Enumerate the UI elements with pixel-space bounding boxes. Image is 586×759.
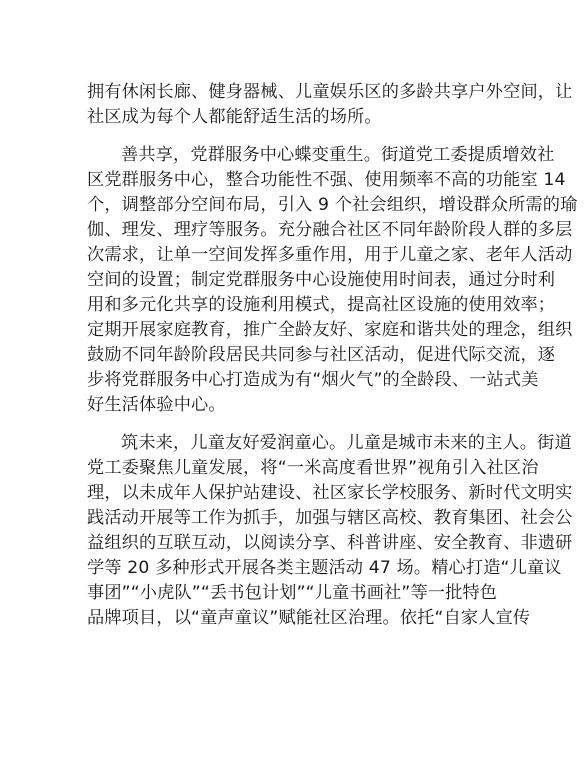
text-line: 定期开展家庭教育，推广全龄友好、家庭和谐共处的理念，组织 [87, 320, 573, 340]
text-line: 好生活体验中心。 [87, 395, 226, 415]
paragraph-first-line: 善共享，党群服务中心蝶变重生。街道党工委提质增效社 [121, 145, 555, 165]
text-line: 用和多元化共享的设施利用模式，提高社区设施的使用效率； [87, 295, 556, 315]
text-line: 事团”“小虎队”“丢书包计划”“儿童书画社”等一批特色 [87, 583, 498, 603]
text-line: 伽、理发、理疗等服务。充分融合社区不同年龄阶段人群的多层 [87, 220, 573, 240]
text-line: 品牌项目，以“童声童议”赋能社区治理。依托“自家人宣传 [87, 608, 531, 628]
text-line: 学等 20 多种形式开展各类主题活动 47 场。精心打造“儿童议 [87, 558, 562, 578]
text-line: 个，调整部分空间布局，引入 9 个社会组织，增设群众所需的瑜 [87, 195, 578, 215]
text-line: 党工委聚焦儿童发展，将“一米高度看世界”视角引入社区治 [87, 458, 539, 478]
text-line: 践活动开展等工作为抓手，加强与辖区高校、教育集团、社会公 [87, 508, 573, 528]
text-line: 社区成为每个人都能舒适生活的场所。 [87, 107, 382, 127]
text-line: 空间的设置；制定党群服务中心设施使用时间表，通过分时利 [87, 270, 556, 290]
text-line: 理，以未成年人保护站建设、社区家长学校服务、新时代文明实 [87, 483, 573, 503]
text-line: 区党群服务中心，整合功能性不强、使用频率不高的功能室 14 [87, 170, 566, 190]
paragraph-first-line: 筑未来，儿童友好爱润童心。儿童是城市未来的主人。街道 [121, 433, 572, 453]
text-line: 拥有休闲长廊、健身器械、儿童娱乐区的多龄共享户外空间，让 [87, 82, 573, 102]
text-line: 次需求，让单一空间发挥多重作用，用于儿童之家、老年人活动 [87, 245, 573, 265]
text-line: 鼓励不同年龄阶段居民共同参与社区活动，促进代际交流，逐 [87, 345, 556, 365]
text-line: 益组织的互联互动，以阅读分享、科普讲座、安全教育、非遗研 [87, 533, 573, 553]
text-line: 步将党群服务中心打造成为有“烟火气”的全龄段、一站式美 [87, 370, 539, 390]
